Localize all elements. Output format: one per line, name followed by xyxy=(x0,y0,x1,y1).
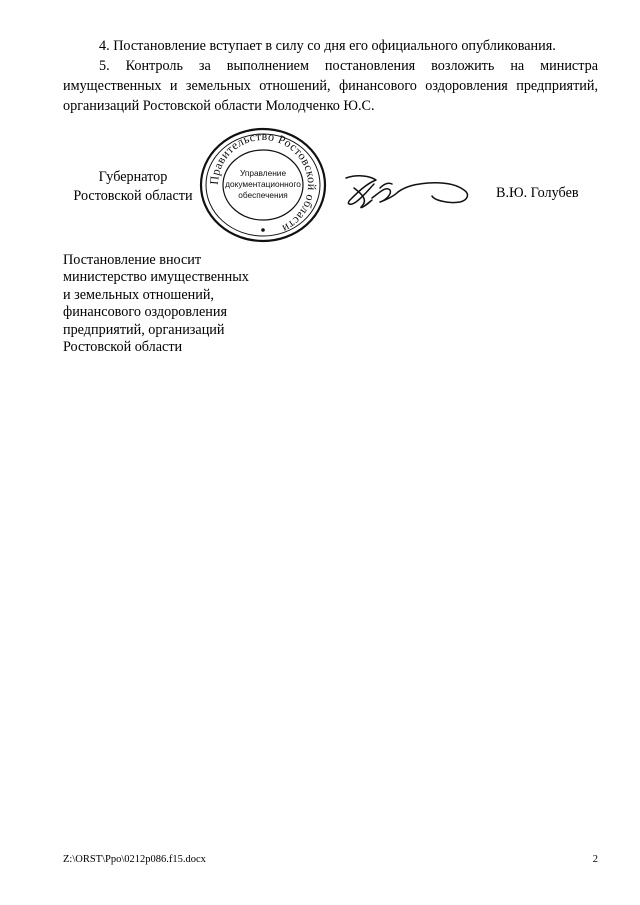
signatory-title xyxy=(63,168,203,206)
stamp-center-line: обеспечения xyxy=(238,190,288,200)
introduced-by-line: и земельных отношений, xyxy=(63,286,214,303)
footer-page-number: 2 xyxy=(592,854,598,865)
handwritten-signature xyxy=(336,166,480,218)
introduced-by-block xyxy=(63,252,293,356)
stamp-center-line: Управление xyxy=(239,168,287,178)
stamp-center-line: документационного xyxy=(225,179,301,189)
signatory-title-line: Ростовской области xyxy=(73,188,193,204)
signatory-title-line: Губернатор xyxy=(98,169,168,185)
stamp-star-icon xyxy=(261,228,265,232)
footer-file-path: Z:\ORST\Ppo\0212p086.f15.docx xyxy=(63,854,206,865)
signatory-name: В.Ю. Голубев xyxy=(496,185,579,201)
paragraph-4: 4. Постановление вступает в силу со дня его официального опубликования. xyxy=(99,38,556,54)
official-stamp xyxy=(193,126,333,244)
paragraph-5: 5. Контроль за выполнением постановления возложить на министра имущественных и земельных отношений, финансового оздоровления предприятий, организаций Ростовской области Молодченко Ю.С. xyxy=(63,58,598,114)
introduced-by-line: министерство имущественных xyxy=(63,269,249,286)
introduced-by-line: предприятий, организаций xyxy=(63,321,225,338)
introduced-by-line: Постановление вносит xyxy=(63,252,202,268)
stamp-ring-text-path: Правительство Ростовской области xyxy=(206,128,320,237)
introduced-by-line: Ростовской области xyxy=(63,339,183,356)
introduced-by-line: финансового оздоровления xyxy=(63,304,228,321)
